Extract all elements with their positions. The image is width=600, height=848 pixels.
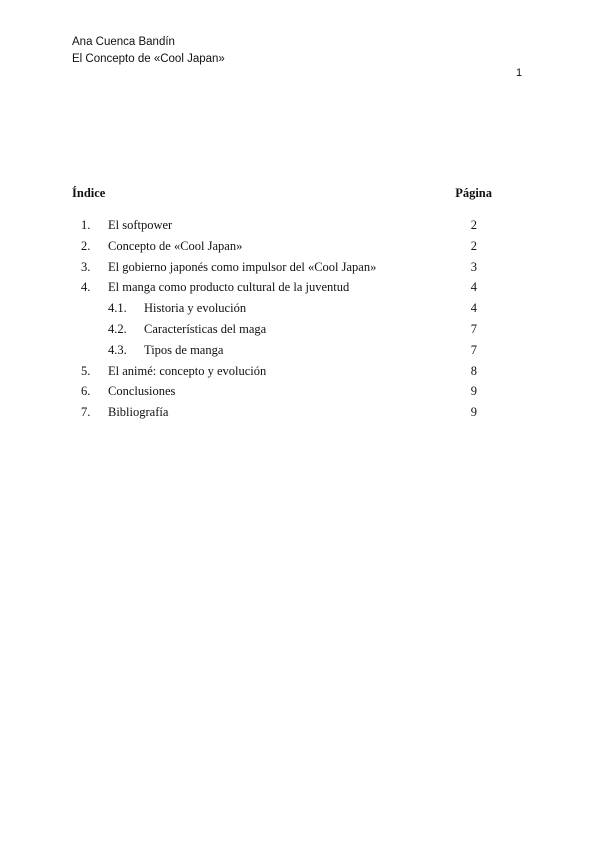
page-number: 1 <box>516 67 523 79</box>
toc-heading-row <box>72 186 492 201</box>
toc-entry <box>72 384 492 405</box>
toc-entry-number: 4.1. <box>108 301 127 316</box>
toc-entry-title: El manga como producto cultural de la juventud <box>108 280 350 295</box>
toc-subentry <box>72 322 492 343</box>
toc-entry-page: 9 <box>470 405 477 420</box>
toc-entry-number: 4.3. <box>108 342 127 357</box>
toc-entry-number: 4.2. <box>108 321 127 336</box>
toc-entry-page: 7 <box>470 321 477 336</box>
toc-entry-title: Concepto de «Cool Japan» <box>108 238 243 253</box>
toc-entry <box>72 260 492 281</box>
toc-entry-page: 3 <box>470 259 477 274</box>
toc-entry-page: 2 <box>470 218 477 232</box>
toc-entry-number: 4. <box>81 280 91 295</box>
header-author: Ana Cuenca Bandín <box>72 36 175 48</box>
toc-entry-title: Características del maga <box>144 321 267 336</box>
toc-entry-title: El animé: concepto y evolución <box>108 363 267 378</box>
toc-entry-page: 8 <box>470 363 477 378</box>
toc-entry <box>72 280 492 301</box>
toc-subentry <box>72 343 492 364</box>
toc-page-heading: Página <box>455 186 492 200</box>
header-title: El Concepto de «Cool Japan» <box>72 53 225 65</box>
table-of-contents <box>72 218 492 426</box>
toc-entry-number: 1. <box>81 218 91 232</box>
toc-entry <box>72 239 492 260</box>
toc-entry-page: 2 <box>470 238 477 253</box>
toc-entry-title: El gobierno japonés como impulsor del «Cool Japan» <box>108 259 377 274</box>
toc-entry-number: 2. <box>81 238 91 253</box>
toc-heading: Índice <box>72 186 106 200</box>
toc-entry-title: Conclusiones <box>108 384 176 399</box>
toc-entry-number: 5. <box>81 363 91 378</box>
page-header <box>72 34 225 68</box>
toc-entry <box>72 364 492 385</box>
toc-entry-page: 7 <box>470 342 477 357</box>
toc-entry <box>72 218 492 239</box>
toc-entry-title: Bibliografía <box>108 405 169 420</box>
toc-entry-page: 4 <box>470 280 477 295</box>
toc-entry-number: 3. <box>81 259 91 274</box>
toc-entry-title: Historia y evolución <box>144 301 247 316</box>
toc-entry-page: 4 <box>470 301 477 316</box>
toc-entry-number: 6. <box>81 384 91 399</box>
toc-entry-title: El softpower <box>108 218 173 232</box>
toc-entry-number: 7. <box>81 405 91 420</box>
toc-subentry <box>72 301 492 322</box>
toc-entry-title: Tipos de manga <box>144 342 224 357</box>
toc-entry <box>72 405 492 426</box>
toc-entry-page: 9 <box>470 384 477 399</box>
